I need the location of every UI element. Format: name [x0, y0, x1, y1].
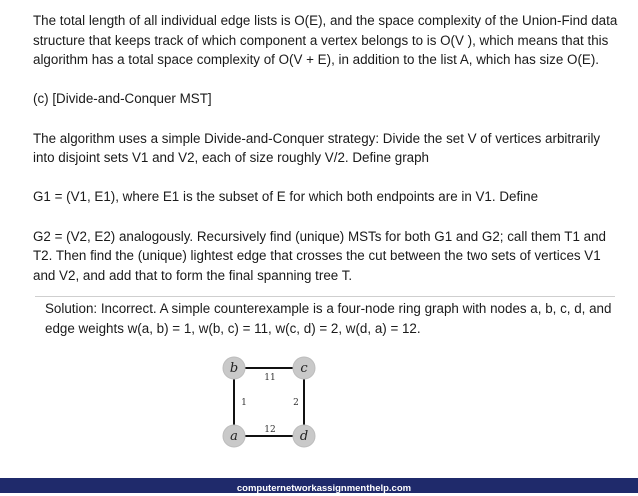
paragraph-define-g2: G2 = (V2, E2) analogously. Recursively find (unique) MSTs for both G1 and G2; call them T1 and T2. Then find the (unique) lightest edge that crosses the cut between the two sets of vertices V1 and V2, and add that to form the final spanning tree T.	[33, 228, 606, 283]
paragraph-space-complexity: The total length of all individual edge lists is O(E), and the space complexity of the Union-Find data structure that keeps track of which component a vertex belongs to is O(V ), which means that this algorithm has a total space complexity of O(V + E), in addition to the list A, which has size O(E).	[33, 13, 618, 68]
node-label-b: b	[229, 361, 239, 376]
solution-text: Solution: Incorrect. A simple counterexample is a four-node ring graph with nodes a, b, c, d, and edge weights w(a, b) = 1, w(b, c) = 11, w(c, d) = 2, w(d, a) = 12.	[45, 301, 612, 336]
ring-graph-figure	[214, 352, 324, 452]
footer-website-link[interactable]: computernetworkassignmenthelp.com	[236, 483, 412, 494]
node-label-c: c	[300, 361, 308, 376]
edge-label-bc: 11	[264, 373, 276, 383]
ring-graph-svg	[214, 352, 324, 452]
node-label-d: d	[299, 429, 309, 444]
edge-label-cd: 2	[293, 398, 299, 408]
solution-block	[35, 296, 615, 338]
node-label-a: a	[230, 429, 238, 444]
paragraph-define-g1: G1 = (V1, E1), where E1 is the subset of E for which both endpoints are in V1. Define	[33, 189, 539, 205]
slide-body	[33, 11, 623, 285]
footer-bar	[0, 478, 638, 493]
paragraph-section-heading: (c) [Divide-and-Conquer MST]	[33, 91, 212, 107]
edge-label-da: 12	[264, 425, 276, 435]
paragraph-algorithm-description: The algorithm uses a simple Divide-and-Conquer strategy: Divide the set V of vertices arbitrarily into disjoint sets V1 and V2, each of size roughly V/2. Define graph	[33, 130, 601, 166]
edge-label-ab: 1	[241, 398, 247, 408]
